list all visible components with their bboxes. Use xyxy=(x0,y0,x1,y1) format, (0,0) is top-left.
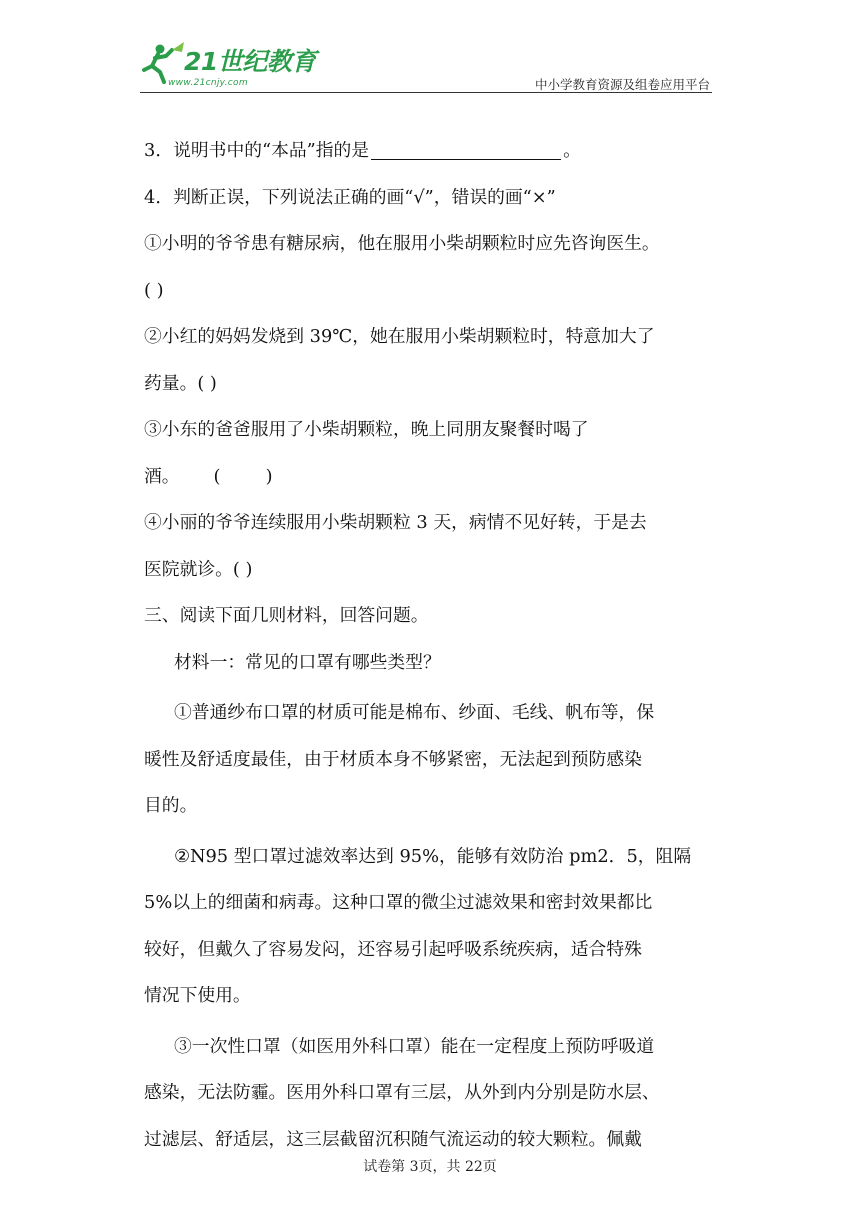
paragraph-2: ②N95 型口罩过滤效率达到 95%，能够有效防治 pm2．5，阻隔 xyxy=(174,845,692,867)
paragraph-3-line: 感染，无法防霾。医用外科口罩有三层，从外到内分别是防水层、 xyxy=(144,1082,660,1103)
page-header xyxy=(0,0,860,100)
item-2-cont: 药量。( ) xyxy=(144,372,217,394)
answer-blank[interactable] xyxy=(371,140,561,160)
item-2: ②小红的妈妈发烧到 39℃，她在服用小柴胡颗粒时，特意加大了 xyxy=(144,326,655,347)
item-3: ③小东的爸爸服用了小柴胡颗粒，晚上同朋友聚餐时喝了 xyxy=(144,419,589,440)
item-3-cont: 酒。 ( ) xyxy=(144,465,273,487)
item-1-bracket: ( ) xyxy=(144,279,164,301)
question-4: 4．判断正误，下列说法正确的画“√”，错误的画“×” xyxy=(144,186,556,208)
item-4: ④小丽的爷爷连续服用小柴胡颗粒 3 天，病情不见好转，于是去 xyxy=(144,512,647,533)
logo-text: 21世纪教育 xyxy=(184,47,316,76)
header-divider xyxy=(140,92,712,93)
logo-url: www.21cnjy.com xyxy=(168,78,248,88)
material-1-title: 材料一：常见的口罩有哪些类型？ xyxy=(174,651,441,673)
paragraph-3-line: 过滤层、舒适层，这三层截留沉积随气流运动的较大颗粒。佩戴 xyxy=(144,1128,642,1150)
item-1: ①小明的爷爷患有糖尿病，他在服用小柴胡颗粒时应先咨询医生。 xyxy=(144,233,660,254)
section-3-heading: 三、阅读下面几则材料，回答问题。 xyxy=(144,605,429,626)
platform-label: 中小学教育资源及组卷应用平台 xyxy=(534,77,710,92)
question-3: 3．说明书中的“本品”指的是 。 xyxy=(144,140,581,161)
paragraph-3: ③一次性口罩（如医用外科口罩）能在一定程度上预防呼吸道 xyxy=(174,1035,655,1057)
page-footer: 试卷第 3页，共 22页 xyxy=(363,1159,497,1175)
paragraph-2-line: 情况下使用。 xyxy=(144,985,251,1006)
paragraph-2-line: 5%以上的细菌和病毒。这种口罩的微尘过滤效果和密封效果都比 xyxy=(144,892,653,913)
paragraph-1-line: 暖性及舒适度最佳，由于材质本身不够紧密，无法起到预防感染 xyxy=(144,748,642,770)
logo xyxy=(138,40,318,92)
paragraph-1: ①普通纱布口罩的材质可能是棉布、纱面、毛线、帆布等，保 xyxy=(174,702,655,723)
paragraph-1-line: 目的。 xyxy=(144,795,198,816)
document-body xyxy=(144,128,724,1163)
paragraph-2-line: 较好，但戴久了容易发闷，还容易引起呼吸系统疾病，适合特殊 xyxy=(144,938,642,960)
item-4-cont: 医院就诊。( ) xyxy=(144,558,253,580)
